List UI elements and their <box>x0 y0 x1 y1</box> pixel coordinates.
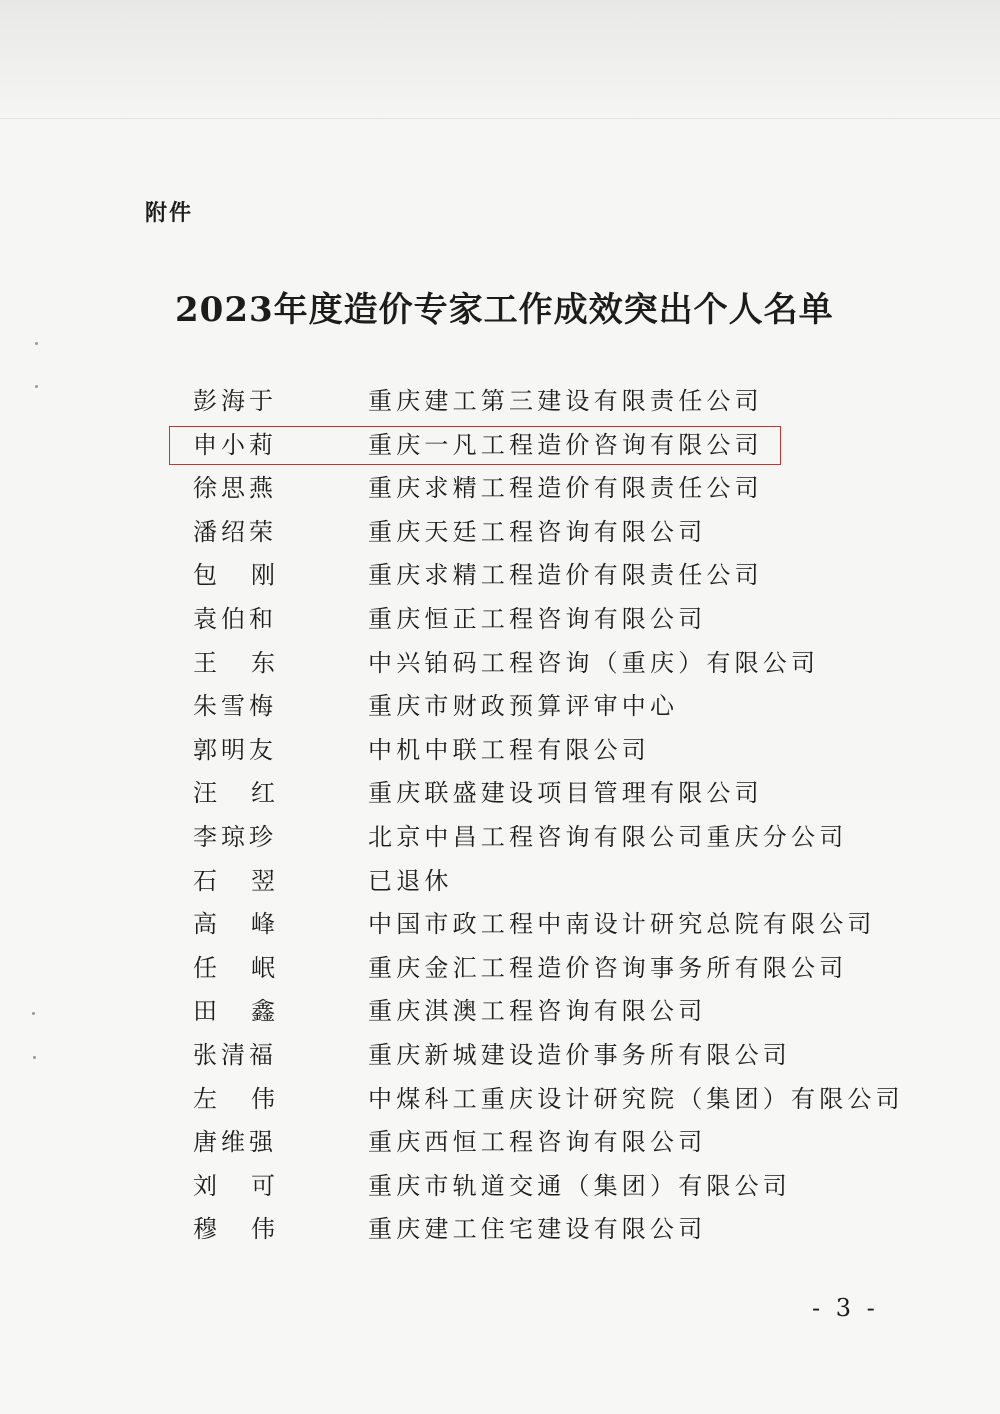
document-title: 2023年度造价专家工作成效突出个人名单 <box>175 290 834 330</box>
company-name: 重庆一凡工程造价咨询有限公司 <box>368 430 763 459</box>
company-name: 重庆新城建设造价事务所有限公司 <box>368 1040 791 1069</box>
list-item <box>0 947 1000 991</box>
person-name: 左伟 <box>193 1084 275 1113</box>
list-item <box>0 1165 1000 1209</box>
person-name: 穆伟 <box>193 1215 275 1244</box>
person-name: 潘绍荣 <box>193 517 275 546</box>
list-item <box>0 1034 1000 1078</box>
highlight-box <box>169 426 781 465</box>
company-name: 重庆建工第三建设有限责任公司 <box>368 387 763 415</box>
scan-speck <box>35 342 38 345</box>
person-name: 王东 <box>193 648 275 677</box>
person-name: 高峰 <box>193 910 275 939</box>
person-name: 任岷 <box>193 953 275 982</box>
list-item <box>0 1078 1000 1122</box>
list-item <box>0 511 1000 555</box>
company-name: 北京中昌工程咨询有限公司重庆分公司 <box>368 822 848 851</box>
person-name: 袁伯和 <box>193 604 275 633</box>
person-name: 郭明友 <box>193 735 275 764</box>
person-name: 汪红 <box>193 779 275 808</box>
list-item <box>0 772 1000 816</box>
company-name: 重庆市轨道交通（集团）有限公司 <box>368 1171 791 1200</box>
person-name: 朱雪梅 <box>193 692 275 721</box>
company-name: 重庆联盛建设项目管理有限公司 <box>368 779 763 808</box>
person-name: 包刚 <box>193 561 275 590</box>
company-name: 重庆淇澳工程咨询有限公司 <box>368 997 707 1026</box>
page-number: - 3 - <box>812 1294 879 1322</box>
scan-top-margin <box>0 0 1000 119</box>
company-name: 重庆西恒工程咨询有限公司 <box>368 1128 707 1157</box>
person-name: 田鑫 <box>193 997 275 1026</box>
company-name: 中煤科工重庆设计研究院（集团）有限公司 <box>368 1084 904 1113</box>
company-name: 重庆金汇工程造价咨询事务所有限公司 <box>368 953 848 982</box>
honoree-list <box>0 380 1000 1252</box>
list-item <box>0 860 1000 904</box>
company-name: 重庆天廷工程咨询有限公司 <box>368 517 707 546</box>
person-name: 石翌 <box>193 866 275 895</box>
list-item <box>0 816 1000 860</box>
company-name: 已退休 <box>368 866 453 895</box>
list-item <box>0 729 1000 773</box>
list-item <box>0 685 1000 729</box>
list-item <box>0 598 1000 642</box>
list-item <box>0 903 1000 947</box>
company-name: 重庆恒正工程咨询有限公司 <box>368 604 707 633</box>
company-name: 重庆市财政预算评审中心 <box>368 692 679 721</box>
company-name: 中机中联工程有限公司 <box>368 735 650 764</box>
person-name: 李琼珍 <box>193 822 275 851</box>
company-name: 重庆求精工程造价有限责任公司 <box>368 561 763 590</box>
person-name: 张清福 <box>193 1040 275 1069</box>
person-name: 徐思燕 <box>193 474 275 503</box>
company-name: 重庆求精工程造价有限责任公司 <box>368 474 763 503</box>
person-name: 申小莉 <box>193 430 275 459</box>
list-item <box>0 990 1000 1034</box>
person-name: 彭海于 <box>193 387 275 415</box>
company-name: 中国市政工程中南设计研究总院有限公司 <box>368 910 876 939</box>
company-name: 重庆建工住宅建设有限公司 <box>368 1215 707 1244</box>
list-item <box>0 1208 1000 1252</box>
list-item <box>0 467 1000 511</box>
person-name: 刘可 <box>193 1171 275 1200</box>
list-item <box>0 642 1000 686</box>
list-item <box>0 1121 1000 1165</box>
person-name: 唐维强 <box>193 1128 275 1157</box>
company-name: 中兴铂码工程咨询（重庆）有限公司 <box>368 648 820 677</box>
attachment-label: 附件 <box>145 201 194 226</box>
list-item <box>0 380 1000 424</box>
list-item <box>0 554 1000 598</box>
